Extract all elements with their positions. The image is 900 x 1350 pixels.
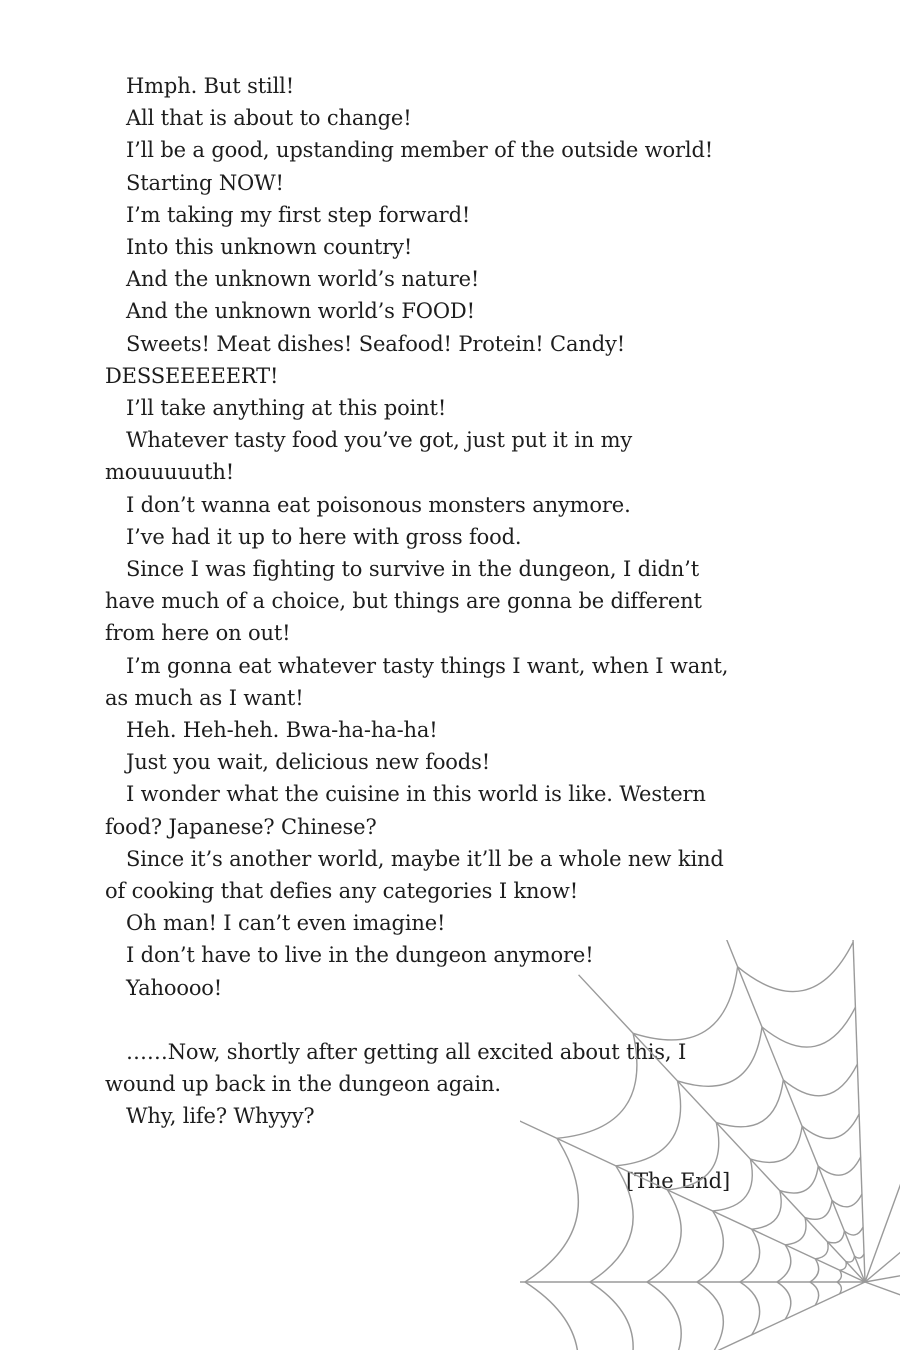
paragraph: Into this unknown country! [126,235,413,260]
paragraph: I wonder what the cuisine in this world is like. Western food? Japanese? Chinese? [105,782,706,839]
paragraph: ……Now, shortly after getting all excited about this, I wound up back in the dungeon again. [105,1040,687,1097]
paragraph: I’m taking my first step forward! [126,202,471,227]
paragraph: Why, life? Whyyy? [126,1104,315,1129]
paragraph: And the unknown world’s nature! [126,267,480,292]
paragraph: Starting NOW! [126,170,284,195]
paragraph: Hmph. But still! [126,74,295,98]
spider-web-icon [520,940,900,1350]
paragraph: I’m gonna eat whatever tasty things I want, when I want, as much as I want! [105,653,729,710]
paragraph: Since I was fighting to survive in the dungeon, I didn’t have much of a choice, but things are gonna be different from here on out! [105,557,702,646]
paragraph: Heh. Heh-heh. Bwa-ha-ha-ha! [126,718,438,743]
paragraph: Just you wait, delicious new foods! [126,750,491,775]
paragraph: Sweets! Meat dishes! Seafood! Protein! Candy! DESSEEEEERT! [105,331,625,388]
paragraph: I don’t have to live in the dungeon anymore! [126,943,594,968]
end-marker: [The End] [626,1168,730,1193]
paragraph: I’ll be a good, upstanding member of the outside world! [126,138,714,163]
paragraph: I don’t wanna eat poisonous monsters anymore. [126,492,631,517]
paragraph: Whatever tasty food you’ve got, just put it in my mouuuuuth! [105,428,633,485]
paragraph: I’ll take anything at this point! [126,396,447,421]
paragraph: Oh man! I can’t even imagine! [126,911,446,936]
paragraph: I’ve had it up to here with gross food. [126,524,522,549]
paragraph: Since it’s another world, maybe it’ll be a whole new kind of cooking that defies any categories I know! [105,846,724,904]
paragraph: All that is about to change! [126,106,412,131]
paragraph: Yahoooo! [126,975,223,1000]
paragraph: And the unknown world’s FOOD! [126,299,475,324]
